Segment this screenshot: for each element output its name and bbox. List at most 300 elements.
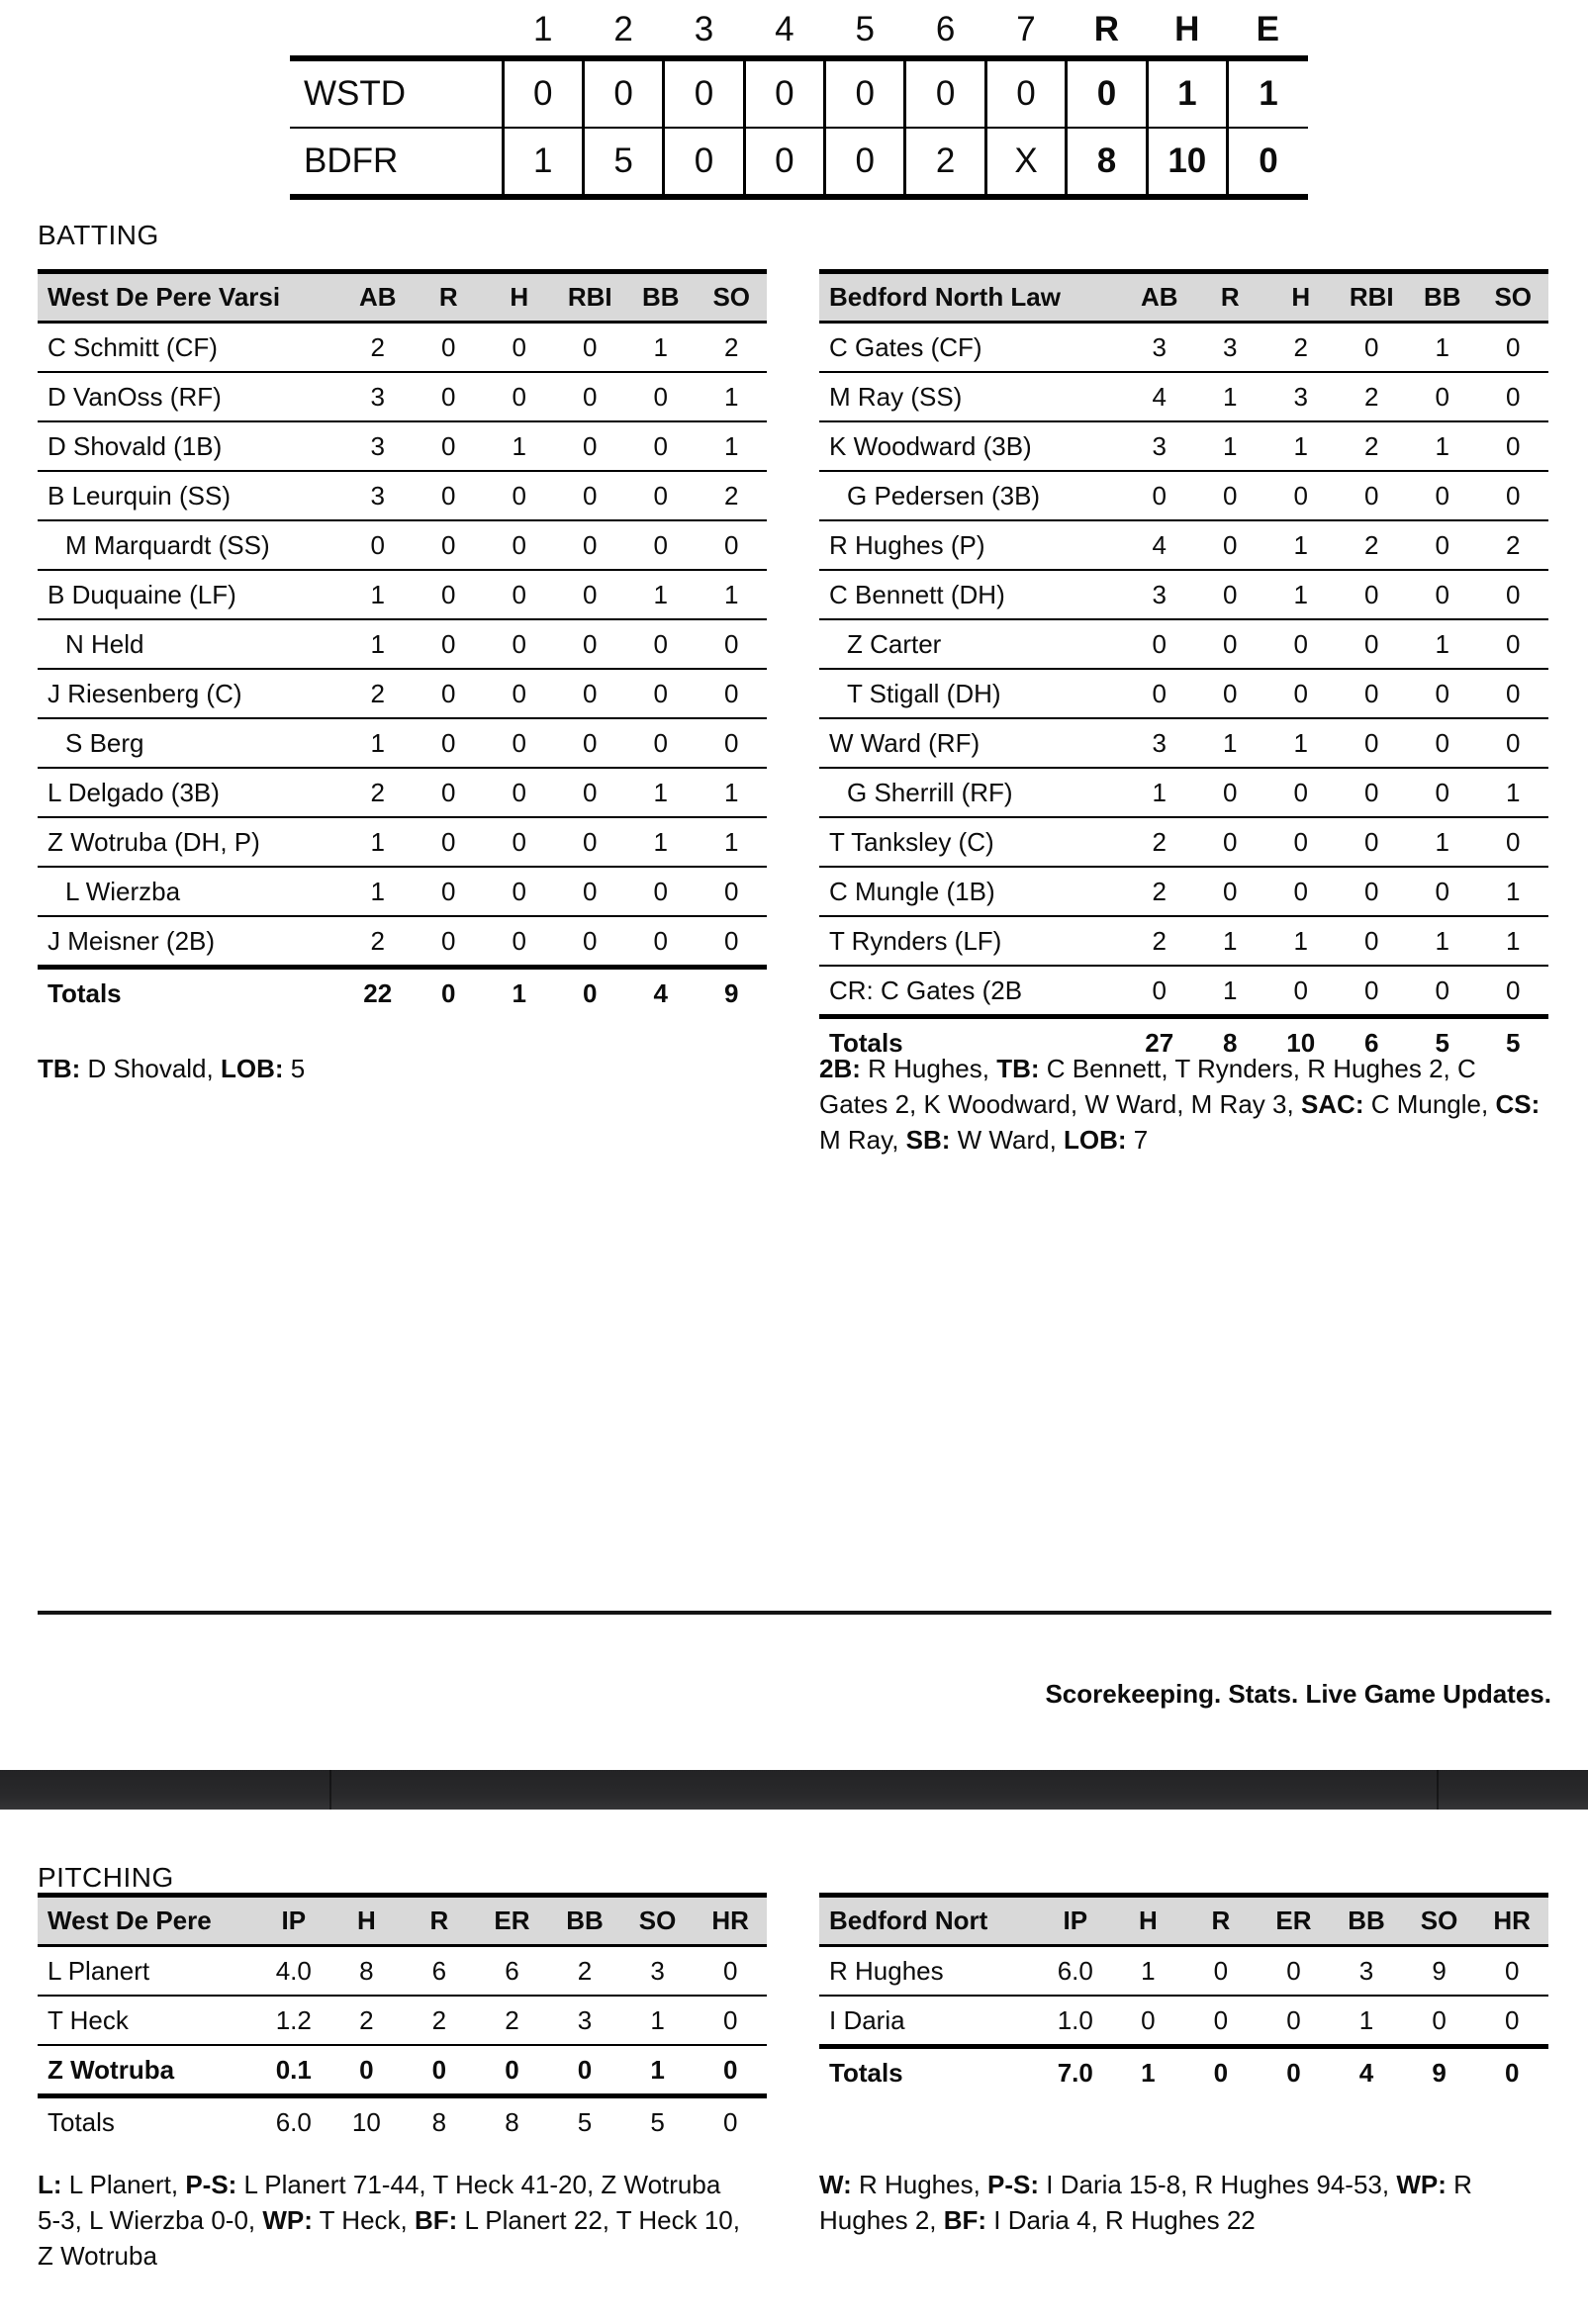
stat-cell: 2 (1337, 421, 1408, 471)
stat-cell: 1 (1141, 1955, 1156, 1986)
batting-home-table-wrap (819, 269, 1548, 1067)
col-header-h: H (1265, 272, 1337, 323)
stat-cell: 0 (1195, 471, 1266, 520)
table-row (819, 966, 1548, 1017)
table-row (38, 520, 767, 570)
table-row (38, 768, 767, 817)
stat-cell: 8 (476, 2096, 549, 2147)
stat-cell: 0 (744, 128, 824, 197)
stat-cell: 7.0 (1039, 2047, 1112, 2097)
stat-cell: 0 (694, 2096, 767, 2147)
row-name: Totals (819, 1017, 1124, 1068)
row-name: D VanOss (RF) (38, 372, 342, 421)
stat-cell: 2 (370, 331, 385, 362)
stat-cell: 0 (414, 768, 485, 817)
stat-cell: 1 (1112, 2047, 1185, 2097)
inning-4-header: 4 (775, 10, 794, 48)
row-name: C Mungle (1B) (819, 867, 1124, 916)
row-name: D Shovald (1B) (38, 421, 342, 471)
stat-cell: 3 (1152, 331, 1167, 362)
note-label: L: (38, 2170, 62, 2199)
stat-cell: 0 (555, 372, 626, 421)
stat-cell: 0 (625, 520, 697, 570)
table-row (819, 669, 1548, 718)
table-row (290, 58, 1308, 128)
stat-cell: 3 (342, 471, 414, 520)
note-text: I Daria 15-8, R Hughes 94-53, (1039, 2170, 1397, 2199)
table-row (38, 2045, 767, 2096)
stat-cell: 0 (414, 520, 485, 570)
note-label: WP: (262, 2205, 313, 2235)
hits-header: H (1174, 10, 1200, 48)
stat-cell: 0 (697, 520, 768, 570)
col-header-h: H (484, 272, 555, 323)
banner-bar (0, 1770, 1588, 1810)
batting-away-table (38, 269, 767, 1017)
inning-7-header: 7 (1016, 10, 1036, 48)
linescore-corner (290, 4, 503, 58)
table-row (819, 520, 1548, 570)
row-name: G Sherrill (RF) (819, 768, 1124, 817)
stat-cell: 0 (664, 58, 744, 128)
stat-cell: 0 (414, 570, 485, 619)
row-name: J Meisner (2B) (38, 916, 342, 968)
note-label: BF: (943, 2205, 987, 2235)
stat-cell: 1 (342, 570, 414, 619)
stat-cell: 0 (403, 2045, 476, 2096)
stat-cell: 2 (1478, 520, 1549, 570)
stat-cell: 1 (1265, 718, 1337, 768)
note-label: TB: (996, 1054, 1040, 1083)
banner-seam (1437, 1770, 1439, 1810)
rhe-cell: 0 (1067, 58, 1147, 128)
pitching-away-table (38, 1893, 767, 2146)
table-row (38, 619, 767, 669)
row-name: T Rynders (LF) (819, 916, 1124, 966)
col-header-r: R (1184, 1896, 1258, 1946)
stat-cell: 0 (512, 331, 526, 362)
table-row (819, 471, 1548, 520)
note-label: CS: (1495, 1089, 1541, 1119)
col-header-bb: BB (1330, 1896, 1403, 1946)
note-text: D Shovald, (80, 1054, 221, 1083)
stat-cell: 5 (621, 2096, 695, 2147)
stat-cell: 0 (1475, 1996, 1548, 2047)
stat-cell: 0 (1337, 817, 1408, 867)
stat-cell: 3 (342, 421, 414, 471)
stat-cell: 1 (484, 968, 555, 1018)
stat-cell: 0 (625, 669, 697, 718)
stat-cell: 0 (484, 867, 555, 916)
stat-cell: 0 (694, 1996, 767, 2045)
pitching-away-notes (38, 2167, 745, 2274)
stat-cell: 4 (1124, 520, 1195, 570)
note-label: BF: (414, 2205, 458, 2235)
row-name: C Schmitt (CF) (47, 331, 218, 362)
stat-cell: 0 (1478, 966, 1549, 1017)
stat-cell: 4 (1330, 2047, 1403, 2097)
stat-cell: 1 (1265, 520, 1337, 570)
row-name: C Bennett (DH) (819, 570, 1124, 619)
col-header-bb: BB (548, 1896, 621, 1946)
inning-5-header: 5 (855, 10, 875, 48)
col-header-bb: BB (1407, 272, 1478, 323)
col-header-so: SO (1403, 1896, 1476, 1946)
stat-cell: 0 (414, 471, 485, 520)
stat-cell: 2 (342, 768, 414, 817)
stat-cell: 2 (403, 1996, 476, 2045)
row-name: Z Carter (819, 619, 1124, 669)
stat-cell: 0 (555, 421, 626, 471)
stat-cell: 0 (555, 520, 626, 570)
note-text: 7 (1126, 1125, 1149, 1155)
stat-cell: 0 (1478, 718, 1549, 768)
stat-cell: 1 (1195, 916, 1266, 966)
table-header-row (38, 272, 767, 323)
table-row (38, 1946, 767, 1997)
pitching-away-rows (38, 1946, 767, 2096)
stat-cell: 0 (1407, 372, 1478, 421)
col-header-r: R (414, 272, 485, 323)
stat-cell: 4.0 (275, 1955, 312, 1986)
note-text: L Planert 22, T Heck 10, Z Wotruba (38, 2205, 740, 2271)
row-name: L Planert (47, 1955, 150, 1986)
table-row (819, 867, 1548, 916)
stat-cell: 10 (1265, 1017, 1337, 1068)
stat-cell: 0 (1504, 1955, 1520, 1986)
stat-cell: 0 (664, 128, 744, 197)
stat-cell: 0 (1407, 471, 1478, 520)
stat-cell: 0 (1265, 817, 1337, 867)
stat-cell: 0 (1265, 966, 1337, 1017)
stat-cell: 0 (1124, 669, 1195, 718)
team-name-header: Bedford Nort (819, 1896, 1039, 1946)
stat-cell: 0 (414, 669, 485, 718)
stat-cell: 0 (555, 669, 626, 718)
stat-cell: 1 (1195, 966, 1266, 1017)
stat-cell: 22 (342, 968, 414, 1018)
stat-cell: 6.0 (1057, 1955, 1093, 1986)
col-header-h: H (330, 1896, 404, 1946)
stat-cell: 1 (697, 817, 768, 867)
stat-cell: 1 (697, 421, 768, 471)
stat-cell: 2 (1337, 372, 1408, 421)
table-row (819, 372, 1548, 421)
stat-cell: 0 (484, 619, 555, 669)
batting-away-totals (38, 968, 767, 1018)
table-row (819, 421, 1548, 471)
row-name: S Berg (38, 718, 342, 768)
stat-cell: 0 (697, 619, 768, 669)
stat-cell: 0 (484, 669, 555, 718)
table-header-row (38, 1896, 767, 1946)
note-text: T Heck, (312, 2205, 415, 2235)
stat-cell: 27 (1124, 1017, 1195, 1068)
row-name: BDFR (290, 128, 503, 197)
stat-cell: 1 (697, 570, 768, 619)
batting-section-title: BATTING (38, 220, 159, 250)
batting-home-table (819, 269, 1548, 1067)
row-name: Totals (819, 2047, 1039, 2097)
stat-cell: 0 (555, 916, 626, 968)
note-text: R Hughes 2, (819, 2170, 1472, 2235)
stat-cell: 0 (484, 718, 555, 768)
stat-cell: 1 (342, 817, 414, 867)
stat-cell: 0 (1478, 372, 1549, 421)
team-name-header: Bedford North Law (819, 272, 1124, 323)
note-text: C Mungle, (1363, 1089, 1496, 1119)
pitching-home-notes (819, 2167, 1546, 2238)
stat-cell: 1 (621, 1996, 695, 2045)
stat-cell: 3 (548, 1996, 621, 2045)
stat-cell: 0 (625, 421, 697, 471)
table-row (38, 867, 767, 916)
stat-cell: 0 (697, 669, 768, 718)
table-row (819, 619, 1548, 669)
table-row (38, 718, 767, 768)
col-header-er: ER (476, 1896, 549, 1946)
stat-cell: 1 (1478, 916, 1549, 966)
stat-cell: 0 (441, 331, 456, 362)
stat-cell: 0 (1407, 520, 1478, 570)
stat-cell: 0 (1195, 619, 1266, 669)
stat-cell: 1 (653, 331, 668, 362)
table-row (38, 471, 767, 520)
stat-cell: 0 (1258, 2047, 1331, 2097)
linescore-body (290, 58, 1308, 197)
stat-cell: 1 (697, 768, 768, 817)
batting-away-notes (38, 1051, 740, 1086)
table-row (38, 1996, 767, 2045)
stat-cell: 0 (484, 520, 555, 570)
table-row (819, 2047, 1548, 2097)
batting-home-notes (819, 1051, 1548, 1158)
stat-cell: 8 (359, 1955, 374, 1986)
stat-cell: 6.0 (257, 2096, 330, 2147)
stat-cell: 2 (342, 669, 414, 718)
table-row (38, 323, 767, 373)
table-row (38, 372, 767, 421)
stat-cell: 0 (1407, 570, 1478, 619)
stat-cell: 0 (1478, 619, 1549, 669)
stat-cell: 0 (1265, 768, 1337, 817)
stat-cell: 0 (1478, 669, 1549, 718)
table-row (819, 916, 1548, 966)
stat-cell: 1 (1195, 718, 1266, 768)
stat-cell: 0 (1407, 669, 1478, 718)
note-text: R Hughes, (851, 2170, 988, 2199)
col-header-h: H (1112, 1896, 1185, 1946)
note-label: LOB: (220, 1054, 284, 1083)
row-name: M Marquardt (SS) (38, 520, 342, 570)
stat-cell: 0 (555, 570, 626, 619)
pitching-home-table (819, 1893, 1548, 2096)
stat-cell: 0 (1337, 966, 1408, 1017)
col-header-ip: IP (257, 1896, 330, 1946)
stat-cell: 0 (484, 817, 555, 867)
row-name: L Delgado (3B) (38, 768, 342, 817)
stat-cell: 3 (1124, 718, 1195, 768)
batting-away-rows (38, 323, 767, 968)
note-text: 5 (283, 1054, 306, 1083)
stat-cell: 0 (555, 619, 626, 669)
stat-cell: 0 (414, 867, 485, 916)
stat-cell: 0 (1337, 669, 1408, 718)
stat-cell: 0 (1124, 471, 1195, 520)
rhe-cell: 0 (1228, 128, 1308, 197)
table-row (38, 817, 767, 867)
note-text: L Planert 71-44, T Heck 41-20, Z Wotruba 5-3, L Wierzba 0-0, (38, 2170, 721, 2235)
team-name-header: West De Pere (38, 1896, 257, 1946)
stat-cell: 0 (414, 421, 485, 471)
stat-cell: 0 (476, 2045, 549, 2096)
stat-cell: 3 (1358, 1955, 1374, 1986)
stat-cell: 2 (1124, 817, 1195, 867)
stat-cell: 0 (1407, 867, 1478, 916)
stat-cell: 0 (1265, 471, 1337, 520)
table-header-row (819, 272, 1548, 323)
stat-cell: 2 (1124, 867, 1195, 916)
stat-cell: 5 (1478, 1017, 1549, 1068)
stat-cell: 0 (1213, 1955, 1229, 1986)
table-row (290, 128, 1308, 197)
stat-cell: 1 (1478, 768, 1549, 817)
stat-cell: 1 (625, 768, 697, 817)
stat-cell: 2 (577, 1955, 593, 1986)
stat-cell: 0 (1337, 867, 1408, 916)
table-row (819, 1996, 1548, 2047)
table-row (819, 768, 1548, 817)
table-row (819, 570, 1548, 619)
table-header-row (819, 1896, 1548, 1946)
row-name: CR: C Gates (2B (819, 966, 1124, 1017)
stat-cell: 1 (503, 128, 583, 197)
stat-cell: 0 (625, 867, 697, 916)
stat-cell: 0 (555, 867, 626, 916)
table-row (38, 916, 767, 968)
stat-cell: 0 (697, 916, 768, 968)
stat-cell: 0 (1195, 867, 1266, 916)
stat-cell: 1 (1478, 867, 1549, 916)
stat-cell: 2 (330, 1996, 404, 2045)
stat-cell: 0 (1265, 619, 1337, 669)
stat-cell: 0 (1195, 520, 1266, 570)
row-name: R Hughes (829, 1955, 944, 1986)
rhe-cell: 10 (1147, 128, 1227, 197)
stat-cell: 0 (722, 1955, 738, 1986)
stat-cell: 0 (1195, 570, 1266, 619)
stat-cell: 0 (555, 817, 626, 867)
table-row (38, 669, 767, 718)
stat-cell: 1 (1195, 421, 1266, 471)
pitching-home-table-wrap (819, 1893, 1548, 2096)
runs-header: R (1093, 10, 1120, 48)
stat-cell: 0 (555, 968, 626, 1018)
stat-cell: 0 (484, 471, 555, 520)
col-header-ip: IP (1039, 1896, 1112, 1946)
stat-cell: 5 (1407, 1017, 1478, 1068)
stat-cell: 0 (583, 331, 598, 362)
stat-cell: 0 (503, 58, 583, 128)
app-tagline: Scorekeeping. Stats. Live Game Updates. (1045, 1679, 1551, 1709)
stat-cell: 2 (342, 916, 414, 968)
row-name: M Ray (SS) (819, 372, 1124, 421)
table-row (38, 570, 767, 619)
linescore-header-row (290, 4, 1308, 58)
stat-cell: 0 (414, 718, 485, 768)
inning-1-header: 1 (532, 10, 553, 48)
stat-cell: 0 (555, 471, 626, 520)
stat-cell: 0 (985, 58, 1066, 128)
stat-cell: 1 (1435, 331, 1449, 362)
stat-cell: 0 (1195, 817, 1266, 867)
note-label: P-S: (185, 2170, 237, 2199)
stat-cell: 6 (431, 1955, 447, 1986)
col-header-hr: HR (694, 1896, 767, 1946)
col-header-so: SO (1478, 272, 1549, 323)
col-header-r: R (1195, 272, 1266, 323)
inning-2-header: 2 (613, 10, 633, 48)
stat-cell: 4 (1124, 372, 1195, 421)
stat-cell: 1 (1407, 817, 1478, 867)
note-text: W Ward, (950, 1125, 1065, 1155)
stat-cell: 0 (1478, 421, 1549, 471)
stat-cell: 0 (1337, 471, 1408, 520)
stat-cell: 1 (1195, 372, 1266, 421)
note-text: M Ray, (819, 1125, 906, 1155)
stat-cell: 0 (905, 58, 985, 128)
stat-cell: 0 (1403, 1996, 1476, 2047)
col-header-so: SO (621, 1896, 695, 1946)
stat-cell: 0.1 (257, 2045, 330, 2096)
stat-cell: 3 (1223, 331, 1238, 362)
stat-cell: 2 (724, 331, 739, 362)
row-name: B Leurquin (SS) (38, 471, 342, 520)
note-label: 2B: (819, 1054, 861, 1083)
stat-cell: 0 (1195, 669, 1266, 718)
inning-6-header: 6 (935, 10, 956, 48)
col-header-so: SO (697, 272, 768, 323)
rhe-cell: 1 (1147, 58, 1227, 128)
pitching-section-title: PITCHING (38, 1862, 174, 1893)
stat-cell: 3 (342, 372, 414, 421)
table-row (38, 2096, 767, 2147)
row-name: W Ward (RF) (819, 718, 1124, 768)
row-name: K Woodward (3B) (819, 421, 1124, 471)
stat-cell: 0 (414, 916, 485, 968)
stat-cell: X (985, 128, 1066, 197)
stat-cell: 0 (1478, 817, 1549, 867)
note-label: SB: (905, 1125, 951, 1155)
stat-cell: 0 (342, 520, 414, 570)
stat-cell: 1 (1265, 570, 1337, 619)
note-label: LOB: (1064, 1125, 1127, 1155)
note-text: L Planert, (61, 2170, 186, 2199)
stat-cell: 0 (484, 916, 555, 968)
stat-cell: 0 (1195, 768, 1266, 817)
stat-cell: 1 (625, 817, 697, 867)
stat-cell: 0 (414, 619, 485, 669)
stat-cell: 1 (342, 718, 414, 768)
row-name: Totals (38, 2096, 257, 2147)
col-header-r: R (403, 1896, 476, 1946)
stat-cell: 0 (697, 867, 768, 916)
stat-cell: 0 (625, 471, 697, 520)
col-header-ab: AB (342, 272, 414, 323)
row-name: Totals (38, 968, 342, 1018)
stat-cell: 0 (555, 718, 626, 768)
note-text: C Bennett, T Rynders, R Hughes 2, C Gates 2, K Woodward, W Ward, M Ray 3, (819, 1054, 1476, 1119)
